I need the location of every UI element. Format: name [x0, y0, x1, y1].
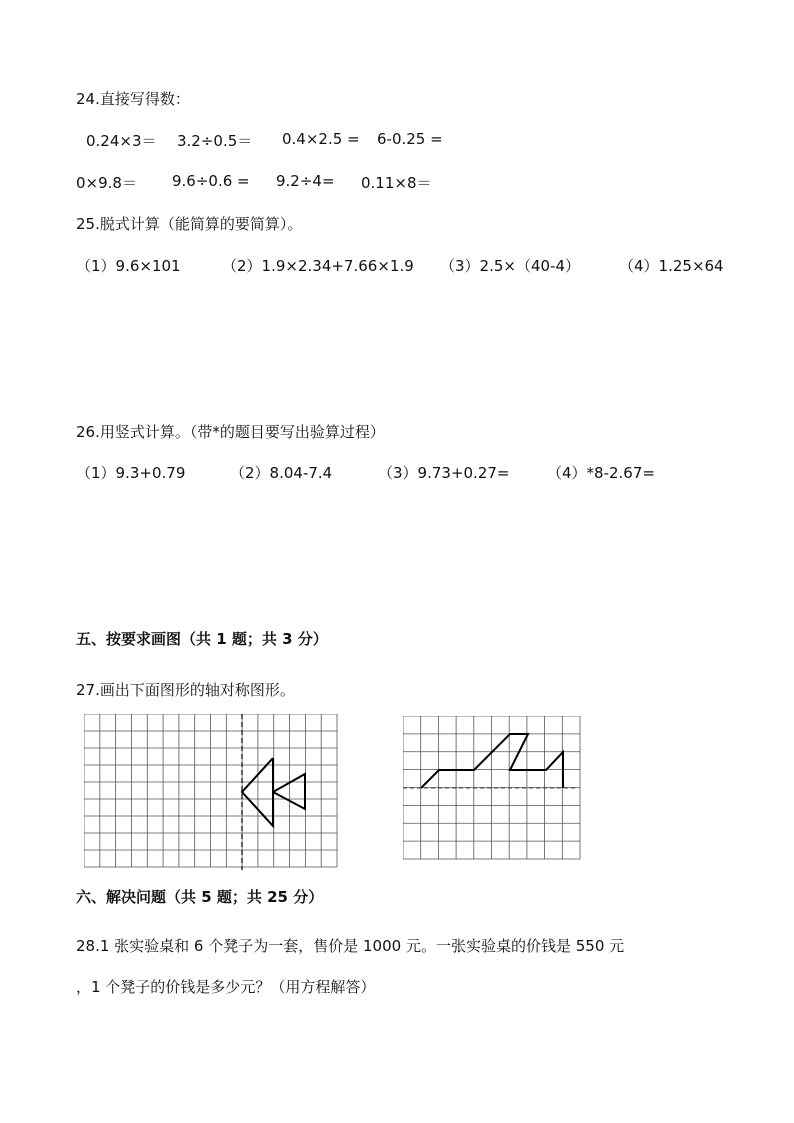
- q26-title: 26.用竖式计算。（带*的题目要写出验算过程）: [76, 423, 385, 441]
- q28-line-2: ，1 个凳子的价钱是多少元？（用方程解答）: [76, 978, 376, 996]
- q25-item-2: （2）1.9×2.34+7.66×1.9: [222, 257, 414, 275]
- q24-title: 24.直接写得数：: [76, 90, 190, 108]
- q25-title: 25.脱式计算（能简算的要简算）。: [76, 215, 303, 233]
- q28-line-1: 28.1 张实验桌和 6 个凳子为一套，售价是 1000 元。一张实验桌的价钱是 550 元: [76, 937, 625, 955]
- q26-item-4: （4）*8-2.67=: [547, 464, 655, 482]
- q26-item-1: （1）9.3+0.79: [76, 464, 186, 482]
- section6-heading: 六、解决问题（共 5 题；共 25 分）: [76, 888, 324, 906]
- q24-expr-2: 3.2÷0.5＝: [177, 132, 253, 150]
- q24-expr-4: 6-0.25 =: [377, 130, 443, 148]
- figure-small-triangle: [273, 774, 305, 809]
- q24-expr-5: 0×9.8＝: [76, 174, 137, 192]
- q25-item-4: （4）1.25×64: [619, 257, 724, 275]
- q24-expr-8: 0.11×8＝: [361, 174, 432, 192]
- symmetry-grid-right: [403, 716, 583, 862]
- q24-expr-7: 9.2÷4=: [276, 172, 335, 190]
- figure-boat-shape: [421, 734, 563, 788]
- q25-item-1: （1）9.6×101: [76, 257, 181, 275]
- symmetry-grid-left: [84, 714, 340, 870]
- section5-heading: 五、按要求画图（共 1 题；共 3 分）: [76, 630, 328, 648]
- q24-expr-6: 9.6÷0.6 =: [172, 172, 250, 190]
- q24-expr-1: 0.24×3＝: [86, 132, 157, 150]
- q24-expr-3: 0.4×2.5 =: [282, 130, 360, 148]
- q25-item-3: （3）2.5×（40-4）: [440, 257, 581, 275]
- q26-item-3: （3）9.73+0.27=: [378, 464, 510, 482]
- q27-title: 27.画出下面图形的轴对称图形。: [76, 681, 295, 699]
- q26-item-2: （2）8.04-7.4: [230, 464, 333, 482]
